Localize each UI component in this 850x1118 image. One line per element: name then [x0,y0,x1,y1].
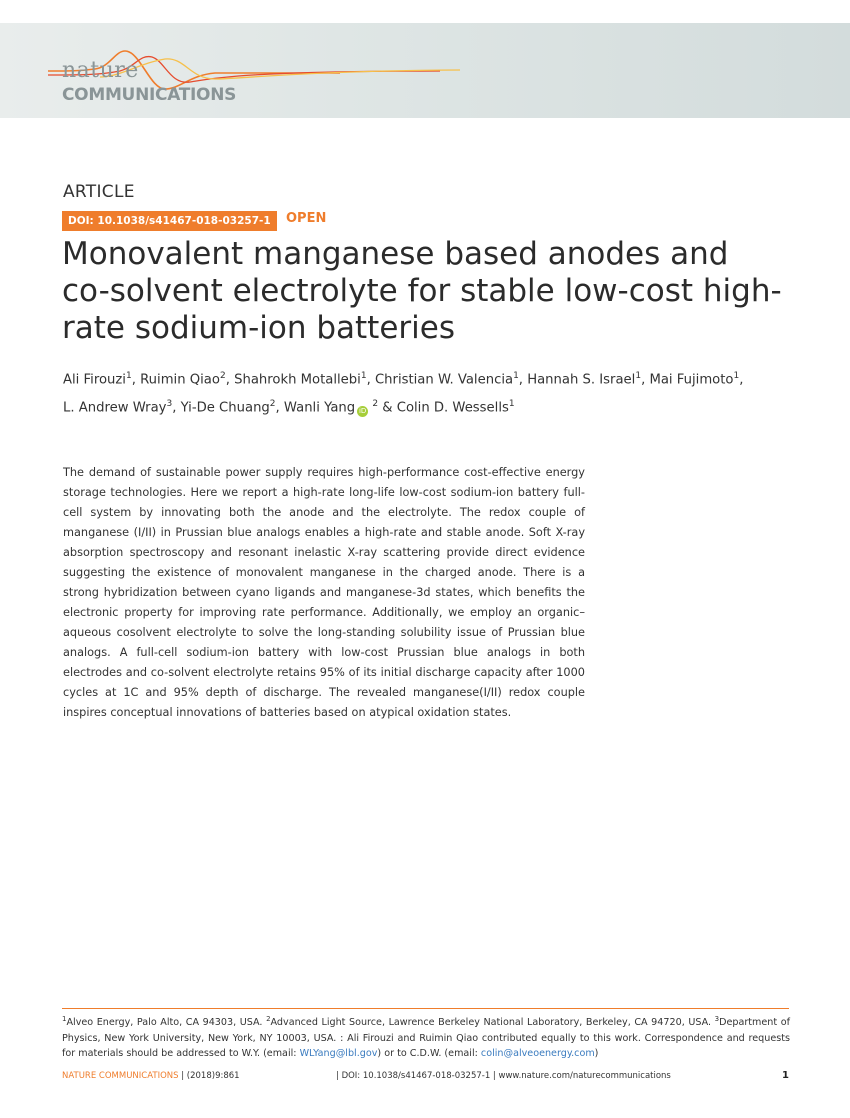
author-affiliation-sup: 2 [269,399,276,410]
email-link-cdw[interactable]: colin@alveoenergy.com [480,1048,595,1060]
logo-communications-text: COMMUNICATIONS [62,85,237,105]
aff3-sup: 3 [714,1015,720,1023]
author-name: Colin D. Wessells [396,400,509,416]
author-affiliation-sup: 1 [513,371,519,381]
article-title: Monovalent manganese based anodes and co-solvent electrolyte for stable low-cost high-rate sodium-ion batteries [62,236,782,346]
author-name: Christian W. Valencia [374,372,514,388]
author-affiliation-sup: 3 [166,399,173,410]
email-link-wy[interactable]: WLYang@lbl.gov [299,1048,378,1060]
affiliations-footnote [62,1012,790,1062]
author-name: Ruimin Qiao [140,372,220,388]
footer-volume: | (2018)9:861 [181,1071,240,1081]
aff2: Advanced Light Source, Lawrence Berkeley National Laboratory, Berkeley, CA 94720, USA. [270,1017,712,1029]
doi-badge[interactable]: DOI: 10.1038/s41467-018-03257-1 [62,211,277,231]
author-affiliation-sup: 2 [219,371,226,381]
journal-banner [0,23,850,118]
author-name: Hannah S. Israel [527,372,636,388]
author-affiliation-sup: 1 [360,371,367,381]
author-name: Wanli Yang [283,400,356,416]
footer-doi-url[interactable]: | DOI: 10.1038/s41467-018-03257-1 | www.nature.com/naturecommunications [336,1071,671,1081]
aff1-sup: 1 [62,1015,67,1023]
aff1: Alveo Energy, Palo Alto, CA 94303, USA. [66,1017,263,1029]
footnote-mid: ) or to C.D.W. (email: [377,1048,481,1060]
abstract: The demand of sustainable power supply requires high-performance cost-effective energy storage technologies. Here we report a high-rate long-life low-cost sodium-ion battery full-cell system by innovating both the anode and the electrolyte. The redox couple of manganese (I/II) in Prussian blue analogs enables a high-rate and stable anode. Soft X-ray absorption spectroscopy and resonant inelastic X-ray scattering provide direct evidence suggesting the existence of monovalent manganese in the charged anode. There is a strong hybridization between cyano ligands and manganese-3d states, which benefits the electronic property for improving rate performance. Additionally, we employ an organic–aqueous cosolvent electrolyte to solve the long-standing solubility issue of Prussian blue analogs. A full-cell sodium-ion battery with low-cost Prussian blue analogs in both electrodes and co-solvent electrolyte retains 95% of its initial discharge capacity after 1000 cycles at 1C and 95% depth of discharge. The revealed manganese(I/II) redox couple inspires conceptual innovations of batteries based on atypical oxidation states. [63,466,585,719]
author-affiliation-sup: 2 [372,399,379,410]
author-name: Mai Fujimoto [649,372,734,388]
article-type: ARTICLE [63,182,135,202]
open-access-label: OPEN [286,211,327,226]
author-affiliation-sup: 1 [733,371,740,381]
footer-citation [62,1071,240,1081]
author-affiliation-sup: 1 [508,399,515,410]
orcid-icon[interactable]: iD [358,406,367,415]
author-name: Ali Firouzi [63,372,126,388]
author-list: Ali Firouzi$^1$, Ruimin Qiao$^2$, Shahrokh Motallebi$^1$, Christian W. Valencia$^1$, Hannah S. Israel$^1$, Mai Fujimoto$^1$, L. Andrew Wray$^3$, Yi-De Chuang$^2$, Wanli Yang iD $^2$ & Colin D. Wessells$^1$ [63,371,744,416]
footnote-divider [62,1008,789,1009]
page-number: 1 [782,1070,789,1081]
author-name: Yi-De Chuang [180,400,270,416]
author-name: L. Andrew Wray [63,400,167,416]
author-name: Shahrokh Motallebi [234,372,361,388]
aff2-sup: 2 [266,1015,271,1023]
aff3: Department of Physics, New York University, New York, NY 10003, USA. : Ali Firouzi and Ruimin Qiao contributed equally to this work. Correspondence and requests for materials should be addressed to W.Y. (email: [62,1017,790,1060]
footer-journal: NATURE COMMUNICATIONS [62,1071,179,1081]
author-affiliation-sup: 1 [635,371,642,381]
author-affiliation-sup: 1 [125,371,132,381]
logo-nature-text: nature [62,58,139,83]
footnote-end: ) [594,1048,599,1060]
